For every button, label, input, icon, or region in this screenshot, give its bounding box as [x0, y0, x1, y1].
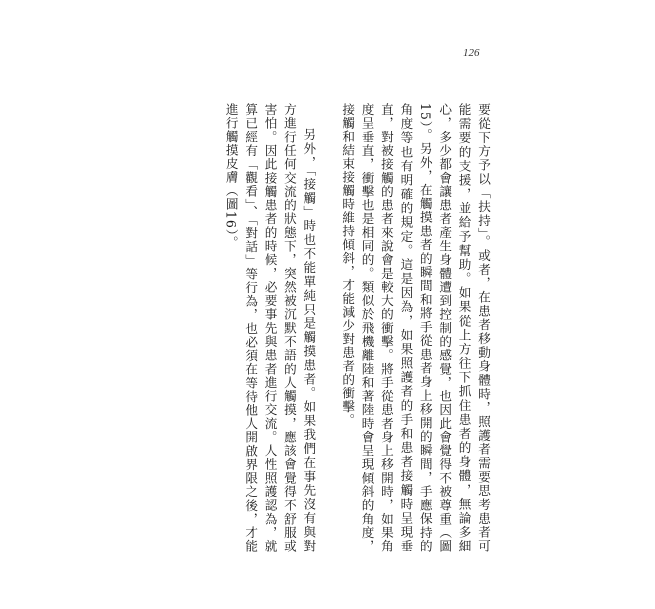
- body-text: [221, 103, 493, 553]
- page-number: 126: [463, 47, 480, 59]
- paragraph-1: 要從下方予以「扶持」。或者，在患者移動身體時，照護者需要思考患者可能需要的支援，並給予幫助。如果從上方往下抓住患者的身體，無論多細心，多少都會讓患者產生身體遭到控制的感覺，也因此會覺得不被尊重（圖15）。另外，在觸摸患者的瞬間和將手從患者身上移開的瞬間，手應保持的角度等也有明確的規定。這是因為，如果照護者的手和患者接觸時呈現垂直，對被接觸的患者來說會是較大的衝擊。將手從患者身上移開時，如果角度呈垂直，衝擊也是相同的。類似於飛機離陸和著陸時會呈現傾斜的角度，接觸和結束接觸時維持傾斜，才能減少對患者的衝擊。: [340, 103, 491, 553]
- paragraph-2: 另外，「接觸」時也不能單純只是觸摸患者。如果我們在事先沒有與對方進行任何交流的狀態下，突然被沉默不語的人觸摸，應該會覺得不舒服或害怕。因此接觸患者的時候，必要事先與患者進行交流。人性照護認為，就算已經有「觀看」、「對話」等行為，也必須在等待他人開啟界限之後，才能進行觸摸皮膚（圖16）。: [223, 103, 317, 553]
